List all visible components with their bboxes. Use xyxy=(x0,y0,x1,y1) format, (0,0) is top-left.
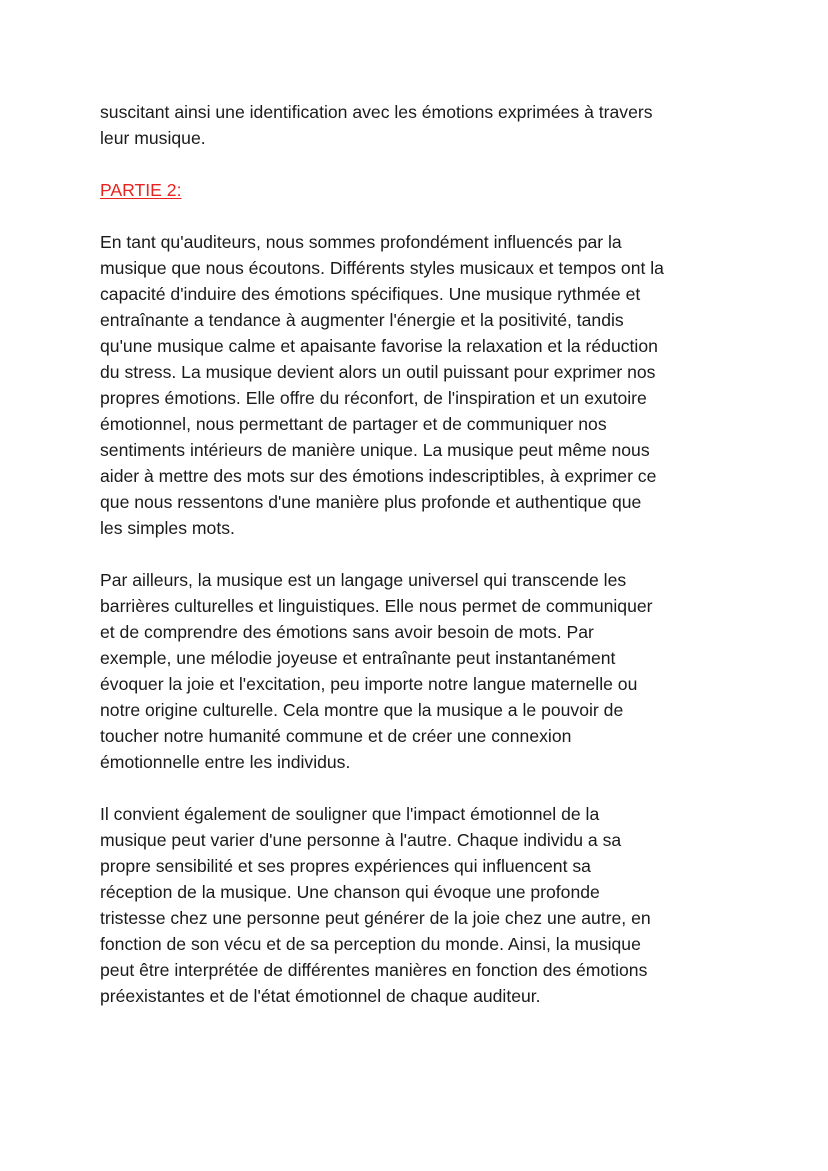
paragraph-universal-language xyxy=(100,567,740,775)
text-line: évoquer la joie et l'excitation, peu importe notre langue maternelle ou xyxy=(100,674,638,694)
text-line: barrières culturelles et linguistiques. Elle nous permet de communiquer xyxy=(100,596,653,616)
text-line: réception de la musique. Une chanson qui évoque une profonde xyxy=(100,882,600,902)
text-line: et de comprendre des émotions sans avoir besoin de mots. Par xyxy=(100,622,594,642)
text-line: les simples mots. xyxy=(100,518,235,538)
paragraph-individual-impact xyxy=(100,801,740,1009)
text-line: musique peut varier d'une personne à l'autre. Chaque individu a sa xyxy=(100,830,622,850)
intro-paragraph xyxy=(100,99,740,151)
text-line: Il convient également de souligner que l'impact émotionnel de la xyxy=(100,804,600,824)
text-line: suscitant ainsi une identification avec les émotions exprimées à travers xyxy=(100,102,653,122)
text-line: émotionnelle entre les individus. xyxy=(100,752,351,772)
text-line: préexistantes et de l'état émotionnel de chaque auditeur. xyxy=(100,986,541,1006)
text-line: exemple, une mélodie joyeuse et entraînante peut instantanément xyxy=(100,648,616,668)
text-line: capacité d'induire des émotions spécifiques. Une musique rythmée et xyxy=(100,284,641,304)
text-line: Par ailleurs, la musique est un langage universel qui transcende les xyxy=(100,570,627,590)
text-line: émotionnel, nous permettant de partager et de communiquer nos xyxy=(100,414,607,434)
document-body xyxy=(100,99,740,1035)
text-line: aider à mettre des mots sur des émotions indescriptibles, à exprimer ce xyxy=(100,466,657,486)
text-line: sentiments intérieurs de manière unique. La musique peut même nous xyxy=(100,440,650,460)
text-line: toucher notre humanité commune et de créer une connexion xyxy=(100,726,572,746)
text-line: peut être interprétée de différentes manières en fonction des émotions xyxy=(100,960,648,980)
section-heading: PARTIE 2: xyxy=(100,180,182,200)
text-line: propre sensibilité et ses propres expériences qui influencent sa xyxy=(100,856,591,876)
text-line: qu'une musique calme et apaisante favorise la relaxation et la réduction xyxy=(100,336,658,356)
text-line: tristesse chez une personne peut générer de la joie chez une autre, en xyxy=(100,908,651,928)
paragraph-emotions-expression xyxy=(100,229,740,541)
text-line: entraînante a tendance à augmenter l'énergie et la positivité, tandis xyxy=(100,310,624,330)
text-line: fonction de son vécu et de sa perception du monde. Ainsi, la musique xyxy=(100,934,641,954)
text-line: leur musique. xyxy=(100,128,206,148)
text-line: En tant qu'auditeurs, nous sommes profondément influencés par la xyxy=(100,232,622,252)
text-line: du stress. La musique devient alors un outil puissant pour exprimer nos xyxy=(100,362,656,382)
text-line: notre origine culturelle. Cela montre que la musique a le pouvoir de xyxy=(100,700,624,720)
text-line: que nous ressentons d'une manière plus profonde et authentique que xyxy=(100,492,642,512)
text-line: propres émotions. Elle offre du réconfort, de l'inspiration et un exutoire xyxy=(100,388,647,408)
text-line: musique que nous écoutons. Différents styles musicaux et tempos ont la xyxy=(100,258,664,278)
